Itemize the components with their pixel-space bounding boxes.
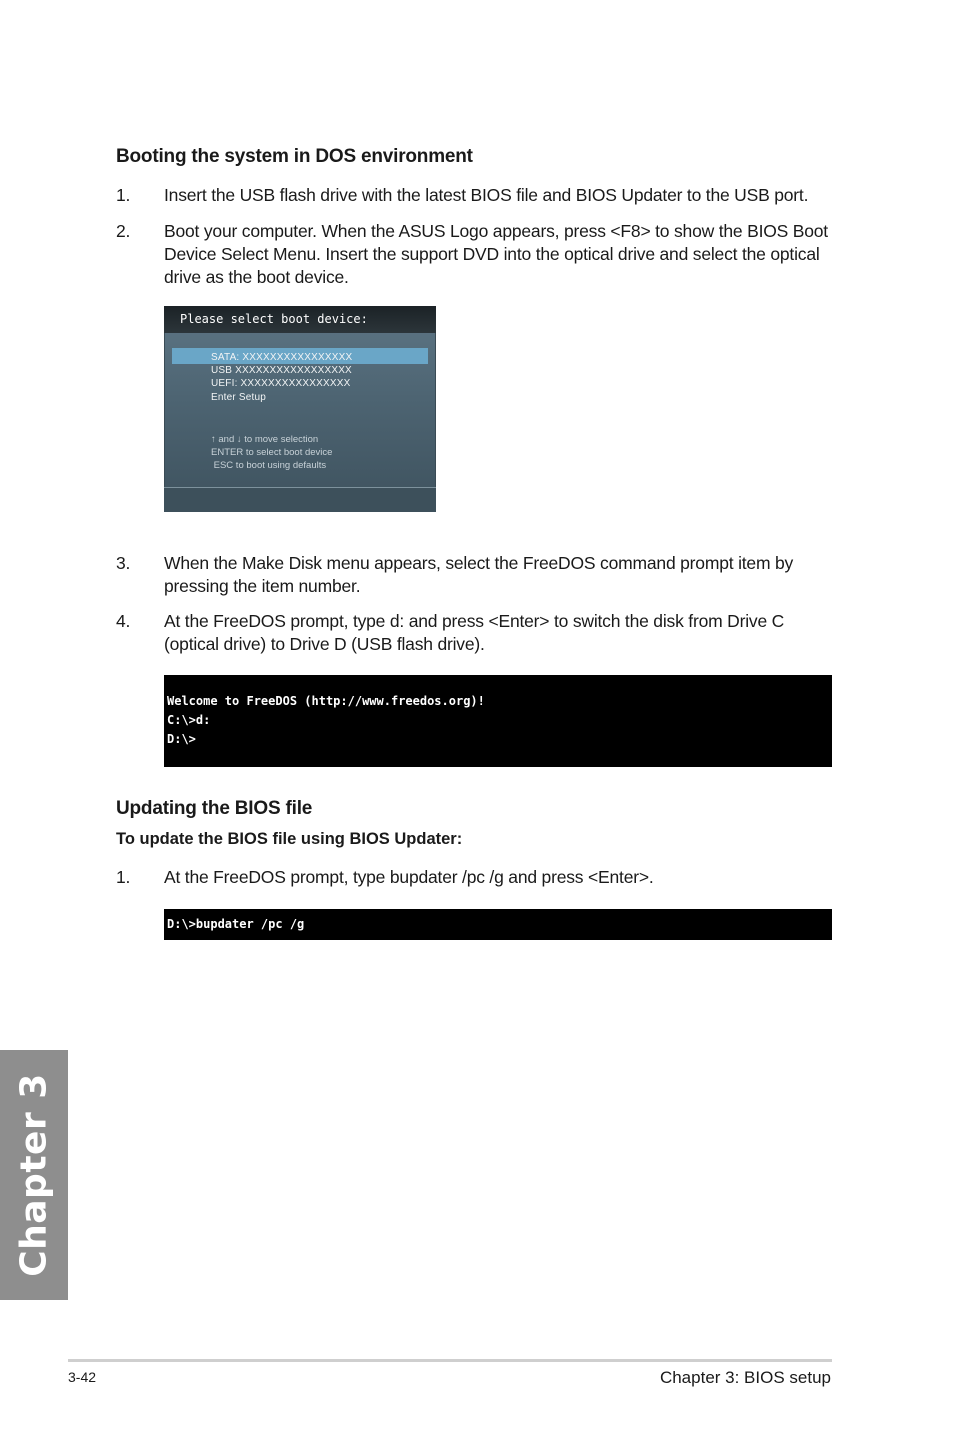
step-number: 4.: [116, 611, 131, 631]
boot-item-enter-setup[interactable]: Enter Setup: [211, 392, 267, 403]
boot-menu-title: Please select boot device:: [164, 306, 436, 333]
terminal-line: D:\>: [167, 732, 196, 746]
update-step-1: [116, 866, 836, 890]
terminal-line: C:\>d:: [167, 713, 211, 727]
step-1: [116, 184, 836, 208]
boot-device-menu: [164, 306, 436, 511]
step-number: 1.: [116, 867, 131, 887]
step-text: Insert the USB flash drive with the latest BIOS file and BIOS Updater to the USB port.: [164, 185, 809, 205]
bupdater-terminal: [164, 909, 832, 940]
boot-item-uefi[interactable]: UEFI: XXXXXXXXXXXXXXXX: [211, 378, 351, 389]
step-number: 3.: [116, 553, 131, 573]
step-3: [116, 552, 836, 600]
boot-menu-footer: [164, 487, 436, 512]
footer-chapter-title: Chapter 3: BIOS setup: [659, 1368, 831, 1387]
freedos-terminal: [164, 675, 832, 767]
footer-divider: [68, 1359, 832, 1362]
section-heading-booting-dos: Booting the system in DOS environment: [116, 146, 473, 167]
page-number: 3-42: [68, 1369, 97, 1385]
subheading-bios-updater: To update the BIOS file using BIOS Updater:: [116, 830, 463, 848]
boot-item-usb[interactable]: USB XXXXXXXXXXXXXXXXX: [211, 365, 352, 376]
chapter-tab-label: Chapter 3: [13, 1073, 55, 1277]
chapter-side-tab: [0, 1050, 68, 1300]
step-number: 2.: [116, 221, 131, 241]
step-text: When the Make Disk menu appears, select the FreeDOS command prompt item by pressing the item number.: [164, 553, 794, 596]
step-text: Boot your computer. When the ASUS Logo appears, press <F8> to show the BIOS Boot Device Select Menu. Insert the support DVD into the optical drive and select the optical drive as the boot device.: [164, 221, 828, 287]
boot-hint-move: ↑ and ↓ to move selection: [211, 434, 319, 445]
terminal-line: D:\>bupdater /pc /g: [167, 917, 305, 931]
step-number: 1.: [116, 185, 131, 205]
step-text: At the FreeDOS prompt, type d: and press <Enter> to switch the disk from Drive C (optical drive) to Drive D (USB flash drive).: [164, 611, 785, 654]
section-heading-updating-bios: Updating the BIOS file: [116, 798, 313, 819]
terminal-line: Welcome to FreeDOS (http://www.freedos.org)!: [167, 694, 485, 708]
boot-hint-esc: ESC to boot using defaults: [211, 460, 327, 471]
step-4: [116, 610, 836, 658]
step-2: [116, 220, 836, 290]
step-text: At the FreeDOS prompt, type bupdater /pc /g and press <Enter>.: [164, 867, 654, 887]
boot-hint-enter: ENTER to select boot device: [211, 447, 333, 458]
boot-item-sata[interactable]: SATA: XXXXXXXXXXXXXXXX: [211, 352, 353, 363]
